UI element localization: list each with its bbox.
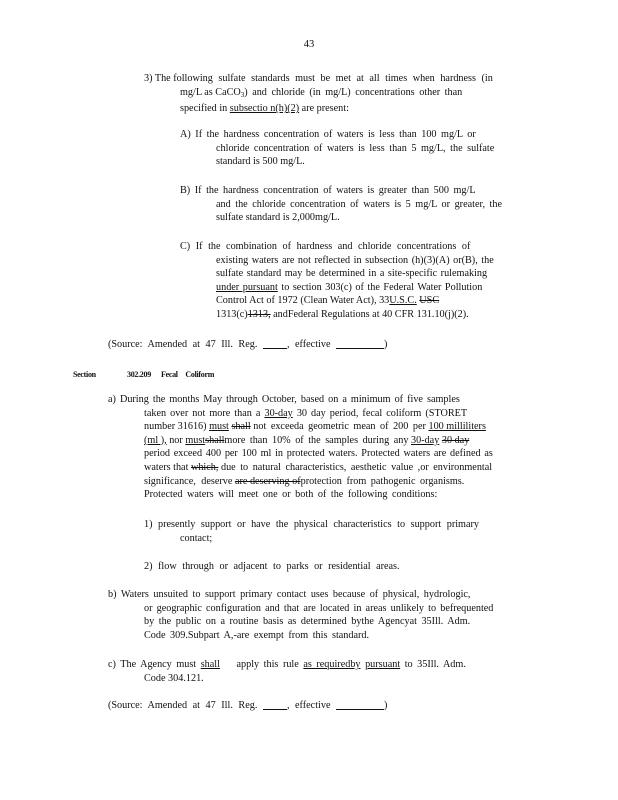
item-a-line-7a: significance, deserve	[144, 475, 233, 487]
item-a-line-3a: number 31616)	[144, 421, 207, 433]
item-a-line-4-struck-2: 30 day	[441, 434, 470, 446]
item-c-line-2: Code 304.121.	[144, 672, 204, 684]
source-2-blank-reg	[263, 699, 287, 710]
item-c-line-1-underlined: shall	[200, 659, 220, 670]
item-c-line-1-underlined-3: pursuant	[365, 659, 401, 670]
item-b-line-3: by the public on a routine basis as determined bythe Agencyat 35Ill. Adm.	[144, 616, 471, 628]
item-C-line-4-underlined: under pursuant	[216, 281, 278, 293]
item-C-line-5-underlined: U.S.C.	[389, 295, 417, 307]
source-1-effective: , effective	[286, 339, 331, 350]
item-a-line-2b: 30 day period, fecal coliform (STORET	[296, 407, 468, 419]
item-A-line-3: standard is 500 mg/L.	[216, 156, 305, 168]
item-3-line-3b: are present:	[301, 103, 349, 115]
item-b-line-2: or geographic configuration and that are located in areas unlikely to befrequented	[144, 602, 494, 614]
item-A-line-2: chloride concentration of waters is less than 5 mg/L, the sulfate	[216, 142, 495, 154]
item-a-line-6-struck: which,	[190, 461, 219, 473]
item-C-line-6-struck: 1313,	[247, 308, 271, 320]
source-2-effective: , effective	[286, 700, 331, 711]
item-a-line-7-struck: are deserving of	[234, 475, 301, 487]
source-note-1	[108, 338, 387, 352]
source-2-close: )	[384, 700, 388, 711]
item-a	[108, 393, 493, 502]
section-number: 302.209	[127, 370, 151, 379]
item-c-line-1c: to 35Ill. Adm.	[404, 659, 466, 670]
item-a-line-4a: nor	[169, 434, 183, 446]
section-label: Section	[73, 370, 96, 379]
item-a-line-2a: taken over not more than a	[144, 407, 261, 419]
item-a-line-4b: more than 10% of the samples during any	[224, 434, 409, 446]
item-a-line-7b: protection from pathogenic organisms.	[300, 475, 465, 487]
section-title: Fecal Coliform	[161, 370, 215, 379]
source-2-text: (Source: Amended at 47 Ill. Reg.	[108, 700, 258, 711]
item-c-line-1a: c) The Agency must	[108, 659, 197, 670]
condition-2	[144, 560, 400, 574]
item-a-line-5: period exceed 400 per 100 ml in protected waters. Protected waters are defined as	[144, 448, 493, 460]
item-3-prefix: 3) The	[144, 73, 171, 84]
item-A	[180, 128, 494, 169]
item-b-line-4: Code 309.Subpart A,-are exempt from this standard.	[144, 629, 370, 641]
item-C-line-5a: Control Act of 1972 (Clean Water Act), 33	[216, 295, 390, 307]
item-3	[144, 72, 493, 116]
item-a-line-6b: due to natural characteristics, aesthetic value ,or environmental	[220, 461, 493, 473]
item-B-line-1: B) If the hardness concentration of waters is greater than 500 mg/L	[180, 185, 476, 196]
item-a-line-4-underlined: (ml ),	[144, 434, 167, 446]
item-c-line-1b: apply this rule	[236, 659, 299, 670]
item-C-line-6a: 1313(c)	[216, 308, 248, 320]
item-a-line-8: Protected waters will meet one or both of the following conditions:	[144, 489, 438, 501]
item-B	[180, 184, 502, 225]
item-B-line-3: sulfate standard is 2,000mg/L.	[216, 212, 340, 224]
source-1-close: )	[384, 339, 388, 350]
item-C-line-6b: andFederal Regulations at 40 CFR 131.10(j)(2).	[273, 308, 469, 320]
item-3-line-3a: specified in	[180, 103, 228, 115]
item-A-line-1: A) If the hardness concentration of waters is less than 100 mg/L or	[180, 129, 476, 140]
item-a-line-4-underlined-2: must	[185, 434, 206, 446]
item-3-line-2a: mg/L as CaCO	[180, 86, 241, 98]
item-c	[108, 658, 466, 685]
item-C-line-1: C) If the combination of hardness and chloride concentrations of	[180, 241, 471, 252]
item-C-line-4b: to section 303(c) of the Federal Water Pollution	[281, 281, 483, 293]
item-a-line-3b: not exceeda geometric mean of 200 per	[253, 421, 426, 433]
condition-1	[144, 518, 479, 545]
condition-1-line-2: contact;	[180, 532, 213, 544]
item-B-line-2: and the chloride concentration of waters is 5 mg/L or greater, the	[216, 198, 502, 210]
item-a-line-1: a) During the months May through October, based on a minimum of five samples	[108, 394, 460, 405]
item-b-line-1: b) Waters unsuited to support primary contact uses because of physical, hydrologic,	[108, 589, 471, 600]
item-a-line-3-underlined: must	[209, 421, 229, 433]
item-C-line-5-struck: USC	[419, 295, 440, 307]
source-1-text: (Source: Amended at 47 Ill. Reg.	[108, 339, 258, 350]
item-b	[108, 588, 493, 642]
item-a-line-2-underlined: 30-day	[264, 407, 293, 419]
item-C	[180, 240, 494, 322]
condition-1-line-1: 1) presently support or have the physical characteristics to support primary	[144, 519, 479, 530]
item-a-line-3-underlined-2: 100 milliliters	[428, 421, 486, 433]
source-1-blank-date	[336, 338, 384, 349]
item-3-line-1: following sulfate standards must be met at all times when hardness (in	[173, 73, 493, 84]
item-a-line-6a: waters that	[144, 461, 189, 473]
item-a-line-3-struck: shall	[231, 421, 251, 433]
item-c-line-1-underlined-2: as requiredby	[303, 659, 361, 670]
source-1-blank-reg	[263, 338, 287, 349]
source-2-blank-date	[336, 699, 384, 710]
item-a-line-4-struck: shall	[205, 434, 225, 446]
item-a-line-4-underlined-3: 30-day	[411, 434, 440, 446]
source-note-2	[108, 699, 387, 713]
item-3-subscript: 3	[240, 90, 245, 99]
item-C-line-2: existing waters are not reflected in subsection (h)(3)(A) or(B), the	[216, 254, 494, 266]
item-3-line-2b: ) and chloride (in mg/L) concentrations other than	[244, 86, 463, 98]
page-number: 43	[303, 39, 315, 50]
condition-2-line-1: 2) flow through or adjacent to parks or residential areas.	[144, 561, 400, 572]
item-3-line-3-underlined: subsectio n(h)(2)	[229, 103, 300, 115]
item-C-line-3: sulfate standard may be determined in a site-specific rulemaking	[216, 268, 488, 280]
